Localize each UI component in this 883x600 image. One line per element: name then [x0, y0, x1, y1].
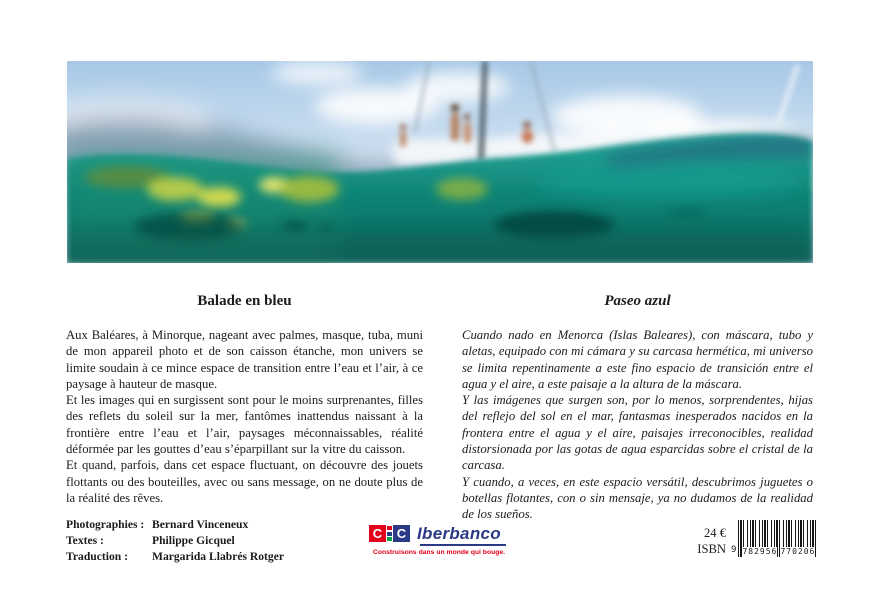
isbn-prefix-digit: 9	[731, 545, 737, 555]
spanish-paragraph: Cuando nado en Menorca (Islas Baleares), con máscara, tubo y aletas, equipado con mi cámara y su carcasa hermética, mi universo se limita repentinamente a este fino espacio de transición entre el agua y el aire, a este paisaje a la altura de la máscara.	[462, 328, 813, 391]
isbn-group-1: 782956	[742, 547, 778, 556]
cic-letter-i-squares	[386, 525, 393, 542]
spanish-column	[462, 286, 813, 523]
underwater-boat-scene	[67, 61, 813, 263]
french-column	[66, 286, 423, 523]
french-title: Balade en bleu	[197, 293, 292, 309]
credit-label: Textes :	[66, 533, 104, 547]
logo-underline	[420, 544, 506, 546]
credit-row-photographies	[66, 517, 284, 533]
cic-iberbanco-logo	[369, 525, 519, 556]
cic-letter-c-red: C	[369, 525, 386, 542]
barcode-zone	[731, 516, 818, 557]
credit-value: Philippe Gicquel	[152, 533, 235, 547]
price-column	[686, 525, 726, 557]
credit-value: Bernard Vinceneux	[152, 518, 249, 531]
isbn-group-2: 770206	[780, 547, 816, 556]
credit-row-traduction	[66, 549, 284, 565]
cover-photo	[67, 61, 813, 263]
cic-letter-c-blue: C	[393, 525, 410, 542]
credit-row-textes	[66, 533, 284, 549]
pricing-block	[686, 516, 818, 557]
credit-label: Photographies :	[66, 518, 145, 531]
spanish-title: Paseo azul	[604, 293, 671, 309]
isbn-barcode	[738, 520, 818, 557]
credits-block	[66, 517, 284, 564]
credit-label: Traduction :	[66, 549, 128, 563]
french-paragraph: Aux Baléares, à Minorque, nageant avec palmes, masque, tuba, muni de mon appareil photo et de son caisson étanche, mon univers se limite soudain à ce mince espace de transition entre l’eau et l’air, à ce paysage à hauteur de masque.	[66, 328, 423, 391]
cic-emblem	[369, 525, 410, 542]
price: 24 €	[703, 526, 726, 540]
logo-tagline: Construisons dans un monde qui bouge.	[372, 549, 506, 556]
isbn-label: ISBN	[697, 542, 726, 556]
spanish-paragraph: Y las imágenes que surgen son, por lo menos, sorprendentes, hijas del reflejo del sol en el mar, fantasmas inesperados nacidos en la frontera entre el agua y el aire, paisajes irreconocibles, realidad distorsionada por las gotas de agua esparcidas sobre el cristal de la carcasa.	[462, 393, 813, 473]
isbn-digit-groups	[742, 547, 815, 557]
credit-value: Margarida Llabrés Rotger	[152, 549, 285, 563]
french-paragraph: Et les images qui en surgissent sont pour le moins surprenantes, filles des reflets du soleil sur la mer, fantômes inattendus naissant à la frontière entre l’eau et l’air, paysages méconnaissables, réalité déformée par les gouttes d’eau s’éparpillant sur la vitre du caisson.	[66, 393, 423, 457]
iberbanco-wordmark: Iberbanco	[417, 524, 501, 543]
text-columns	[66, 286, 813, 523]
cic-logo-row	[369, 525, 519, 542]
spanish-paragraph: Y cuando, a veces, en este espacio versátil, descubrimos juguetes o botellas flotantes, con o sin mensaje, ya no dudamos de la realidad de los sueños.	[462, 474, 813, 522]
french-paragraph: Et quand, parfois, dans cet espace fluctuant, on découvre des jouets flottants ou des bouteilles, avec ou sans message, on ne doute plus de la réalité des rêves.	[66, 458, 423, 505]
